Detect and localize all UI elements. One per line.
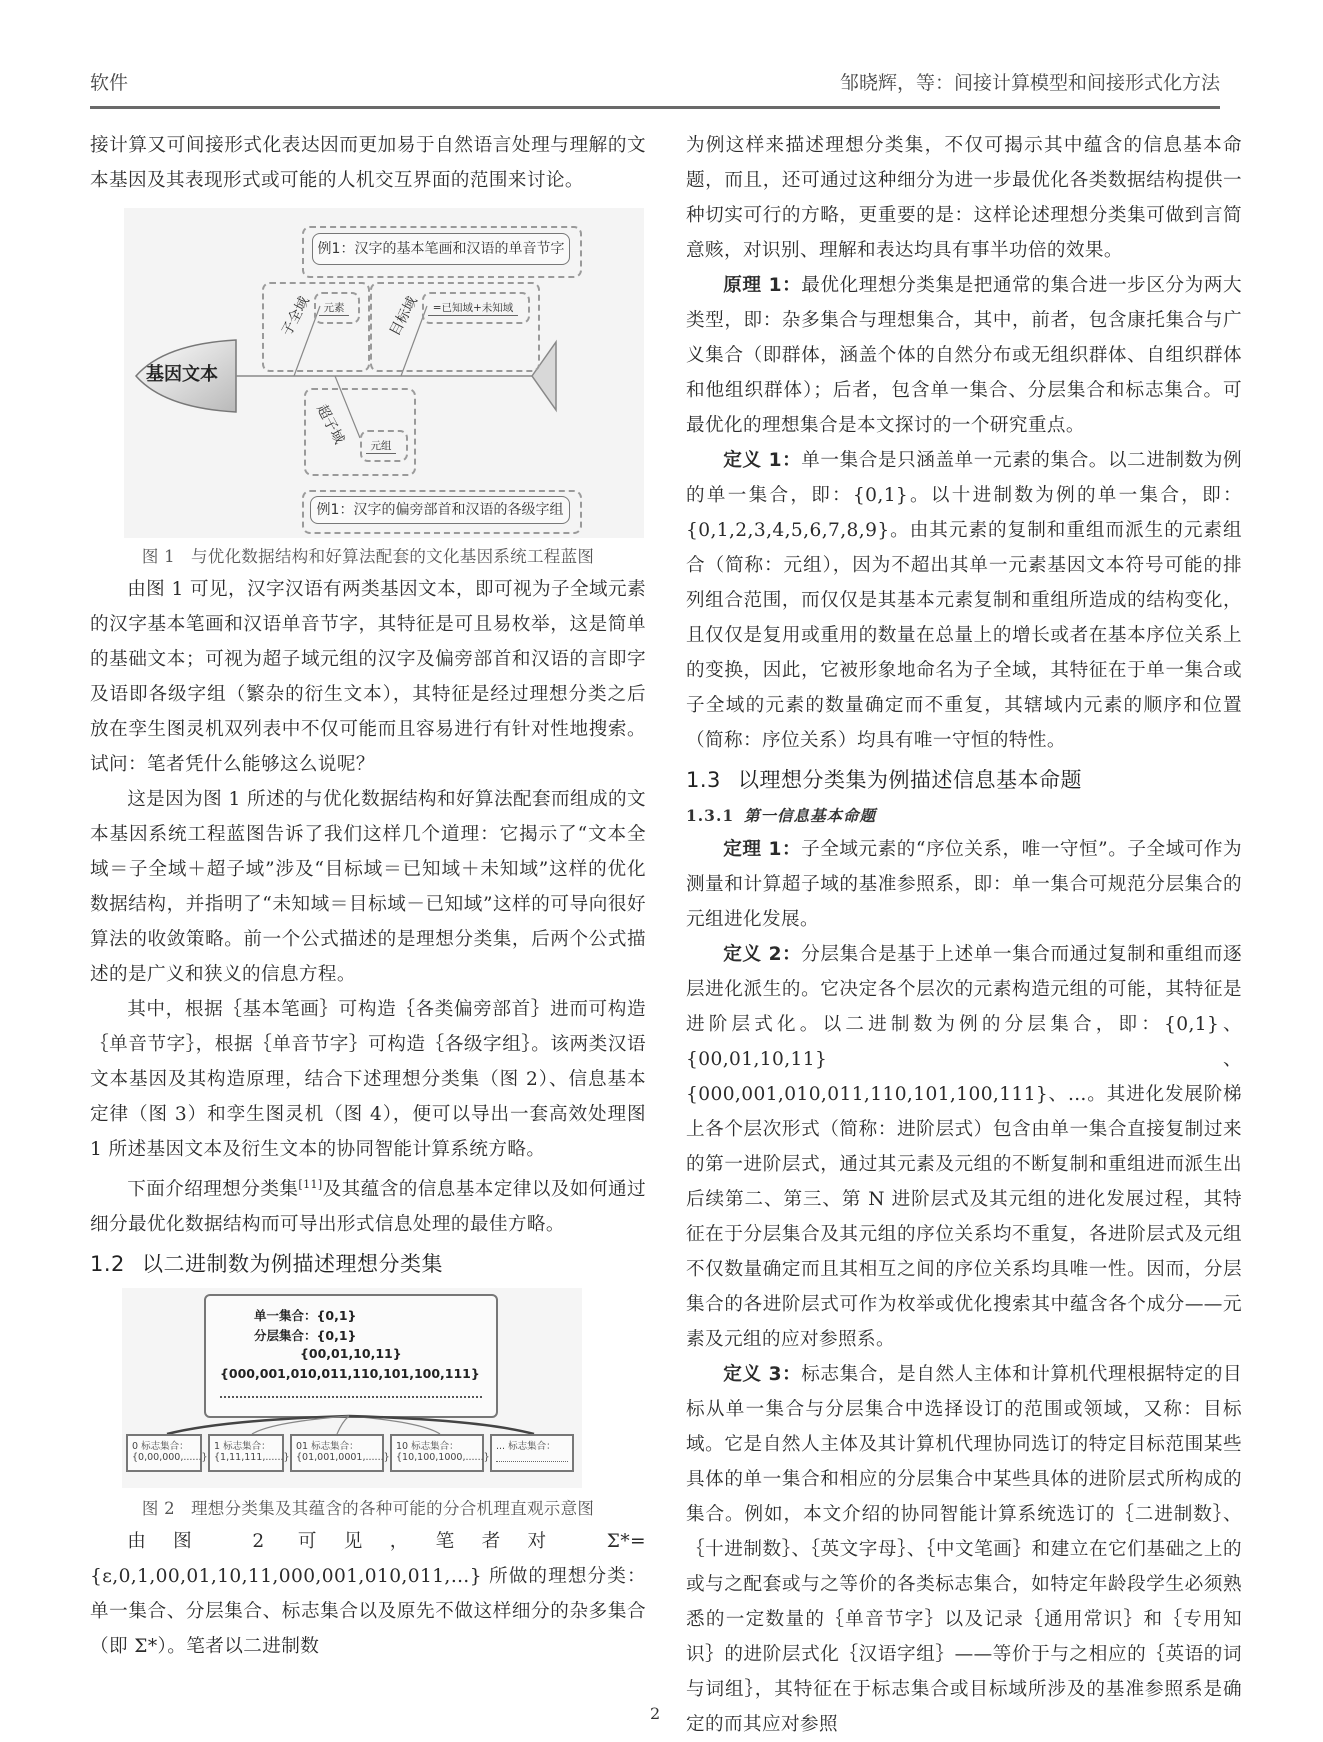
- tuple-label: 元组: [366, 438, 396, 454]
- connector-01: [337, 1416, 349, 1434]
- definition-3-text: 标志集合，是自然人主体和计算机代理根据特定的目标从单一集合与分层集合中选择设订的范围或领域，又称：目标域。它是自然人主体及其计算机代理协同选订的特定目标范围某些具体的单一集合和相应的分层集合中某些具体的进阶层式所构成的集合。例如，本文介绍的协同智能计算系统选订的｛二进制数｝、｛十进制数｝、｛英文字母｝、｛中文笔画｝和建立在它们基础之上的或与之配套或与之等价的各类标志集合，如特定年龄段学生必须熟悉的一定数量的｛单音节字｝以及记录｛通用常识｝和｛专用知识｝的进阶层式化｛汉语字组｝——等价于与之相应的｛英语的词与词组｝，其特征在于标志集合或目标域所涉及的基准参照系是确定的而其应对参照: [686, 1364, 1242, 1735]
- running-title: 邹晓辉，等：间接计算模型和间接形式化方法: [839, 72, 1220, 94]
- paragraph-fig2-explanation: 由图 2 可见，笔者对 Σ*={ε,0,1,00,01,10,11,000,001,010,011,…} 所做的理想分类：单一集合、分层集合、标志集合以及原先不做这样细分的杂多集合（即 Σ*）。笔者以二进制数: [90, 1531, 646, 1658]
- flag-set-1: [208, 1434, 290, 1472]
- definition-1-label: 定义 1：: [723, 450, 802, 471]
- element-label: 元素: [319, 300, 349, 316]
- definition-1-text: 单一集合是只涵盖单一元素的集合。以二进制数为例的单一集合，即：{0,1}。以十进制数为例的单一集合，即：{0,1,2,3,4,5,6,7,8,9}。由其元素的复制和重组而派生的元素组合（简称：元组），因为不超出其单一元素基因文本符号可能的排列组合范围，而仅仅是其基本元素复制和重组所造成的结构变化，且仅仅是复用或重用的数量在总量上的增长或者在基本序位关系上的变换，因此，它被形象地命名为子全域，其特征在于单一集合或子全域的元素的数量确定而不重复，其辖域内元素的顺序和位置（简称：序位关系）均具有唯一守恒的特性。: [686, 450, 1242, 751]
- running-header: [90, 62, 1220, 106]
- flag-set-value: {01,001,0001,......}: [296, 1452, 390, 1464]
- theorem-1-text: 子全域元素的“序位关系，唯一守恒”。子全域可作为测量和计算超子域的基准参照系，即：单一集合可规范分层集合的元组进化发展。: [686, 839, 1242, 930]
- layer2-line: {00,01,10,11}: [300, 1346, 402, 1362]
- principle-1-label: 原理 1：: [723, 275, 802, 296]
- figure-1-number: 图 1: [141, 547, 175, 566]
- flag-set-title: 10 标志集合：: [396, 1441, 459, 1453]
- figure-1-caption-text: 与优化数据结构和好算法配套的文化基因系统工程蓝图: [190, 547, 595, 566]
- page-number: 2: [650, 1704, 661, 1723]
- paragraph-continuation: 为例这样来描述理想分类集，不仅可揭示其中蕴含的信息基本命题，而且，还可通过这种细分为进一步最优化各类数据结构提供一种切实可行的方略，更重要的是：这样论述理想分类集可做到言简意赅，对识别、理解和表达均具有事半功倍的效果。: [686, 135, 1242, 261]
- flag-set-value: {1,11,111,......}: [214, 1452, 290, 1464]
- subsection-title: 第一信息基本命题: [744, 806, 877, 825]
- flag-set-value: {0,00,000,......}: [132, 1452, 208, 1464]
- supersub-label: 超子域: [313, 402, 348, 447]
- paragraph-fig1-principles: 这是因为图 1 所述的与优化数据结构和好算法配套而组成的文本基因系统工程蓝图告诉了我们这样几个道理：它揭示了“文本全域＝子全域＋超子域”涉及“目标域＝已知域＋未知域”这样的优化数据结构，并指明了“未知域＝目标域－已知域”这样的可导向很好算法的收敛策略。前一个公式描述的是理想分类集，后两个公式描述的是广义和狭义的信息方程。: [90, 789, 646, 985]
- flag-set-title: 0 标志集合：: [132, 1441, 189, 1453]
- figure-2-number: 图 2: [141, 1499, 175, 1519]
- example-bottom-box: 例1：汉字的偏旁部首和汉语的各级字组: [310, 496, 570, 524]
- figure-1-caption: [90, 542, 646, 572]
- target-formula-label: =已知域+未知域: [428, 300, 518, 316]
- layer3-line: {000,001,010,011,110,101,100,111}: [220, 1366, 480, 1382]
- paragraph-intro: 接计算又可间接形式化表达因而更加易于自然语言处理与理解的文本基因及其表现形式或可能的人机交互界面的范围来讨论。: [90, 135, 646, 191]
- definition-1: [686, 443, 1242, 758]
- paragraph-construction: 其中，根据｛基本笔画｝可构造｛各类偏旁部首｝进而可构造｛单音节字｝，根据｛单音节字｝可构造｛各级字组｝。该两类汉语文本基因及其构造原理，结合下述理想分类集（图 2）、信息基本定律（图 3）和孪生图灵机（图 4），便可以导出一套高效处理图 1 所述基因文本及衍生文本的协同智能计算系统方略。: [90, 999, 646, 1160]
- section-title: 以理想分类集为例描述信息基本命题: [738, 768, 1082, 792]
- figure-2-caption-text: 理想分类集及其蕴含的各种可能的分合机理直观示意图: [190, 1499, 595, 1519]
- next-text-a: 下面介绍理想分类集: [127, 1179, 299, 1201]
- theorem-1: [686, 832, 1242, 937]
- figure-1-fishbone-diagram: [124, 208, 644, 538]
- figure-2-ideal-classification: [122, 1288, 582, 1488]
- definition-3-label: 定义 3：: [723, 1364, 802, 1385]
- next-text-b: 及其蕴含的信息基本定律以及如何通过细分最优化数据结构而可导出形式信息处理的最佳方略。: [90, 1179, 646, 1236]
- flag-set-more: [490, 1434, 574, 1472]
- flag-set-title: 1 标志集合：: [214, 1441, 271, 1453]
- right-column: [686, 128, 1242, 1742]
- definition-2: [686, 937, 1242, 1357]
- section-title: 以二进制数为例描述理想分类集: [142, 1252, 443, 1277]
- citation-ref[interactable]: [11]: [298, 1178, 323, 1191]
- header-divider: [90, 106, 1220, 109]
- principle-1: [686, 268, 1242, 443]
- subsection-heading-1-3-1: [686, 800, 1242, 832]
- principle-1-text: 最优化理想分类集是把通常的集合进一步区分为两大类型，即：杂多集合与理想集合，其中，前者，包含康托集合与广义集合（即群体，涵盖个体的自然分布或无组织群体、自组织群体和他组织群体）；后者，包含单一集合、分层集合和标志集合。可最优化的理想集合是本文探讨的一个研究重点。: [686, 275, 1242, 436]
- subsection-number: 1.3.1: [686, 806, 735, 825]
- flag-set-01: [290, 1434, 390, 1472]
- flag-set-title: 01 标志集合：: [296, 1441, 359, 1453]
- flag-set-10: [390, 1434, 490, 1472]
- definition-3: [686, 1357, 1242, 1742]
- paragraph-fig1-explanation: 由图 1 可见，汉字汉语有两类基因文本，即可视为子全域元素的汉字基本笔画和汉语单音节字，其特征是可且易枚举，这是简单的基础文本；可视为超子域元组的汉字及偏旁部首和汉语的言即字及语即各级字组（繁杂的衍生文本），其特征是经过理想分类之后放在孪生图灵机双列表中不仅可能而且容易进行有针对性地搜索。试问：笔者凭什么能够这么说呢？: [90, 579, 646, 775]
- paragraph-next-section: [90, 1167, 646, 1242]
- left-column: [90, 128, 646, 1664]
- journal-name: 软件: [90, 72, 129, 94]
- flag-set-dotted-line: [496, 1461, 568, 1462]
- flag-set-value: {10,100,1000,......}: [396, 1452, 490, 1464]
- target-domain-label: 目标域: [386, 294, 421, 339]
- single-set-line: 单一集合：{0,1}: [254, 1308, 357, 1324]
- definition-2-label: 定义 2：: [723, 944, 802, 965]
- example-top-box: 例1：汉字的基本笔画和汉语的单音节字: [312, 233, 570, 265]
- figure-2-caption: [90, 1494, 646, 1524]
- section-heading-1-3: [686, 762, 1242, 798]
- section-heading-1-2: [90, 1246, 646, 1282]
- subuniverse-label: 子全域: [278, 294, 313, 339]
- section-number: 1.2: [90, 1252, 125, 1277]
- flag-set-title: ... 标志集合：: [496, 1441, 556, 1453]
- flag-set-0: [126, 1434, 208, 1472]
- theorem-1-label: 定理 1：: [723, 839, 802, 860]
- layered-set-line: 分层集合：{0,1}: [254, 1328, 357, 1344]
- fish-head-label: 基因文本: [146, 364, 218, 385]
- section-number: 1.3: [686, 768, 721, 792]
- definition-2-text: 分层集合是基于上述单一集合而通过复制和重组而逐层进化派生的。它决定各个层次的元素构造元组的可能，其特征是进阶层式化。以二进制数为例的分层集合，即：{0,1}、{00,01,10,11}、{000,001,010,011,110,101,100,111}、…。其进化发展阶梯上各个层次形式（简称：进阶层式）包含由单一集合直接复制过来的第一进阶层式，通过其元素及元组的不断复制和重组进而派生出后续第二、第三、第 N 进阶层式及其元组的进化发展过程，其特征在于分层集合及其元组的序位关系均不重复，各进阶层式及元组不仅数量确定而且其相互之间的序位关系均具唯一性。因而，分层集合的各进阶层式可作为枚举或优化搜索其中蕴含各个成分——元素及元组的应对参照系。: [686, 944, 1242, 1350]
